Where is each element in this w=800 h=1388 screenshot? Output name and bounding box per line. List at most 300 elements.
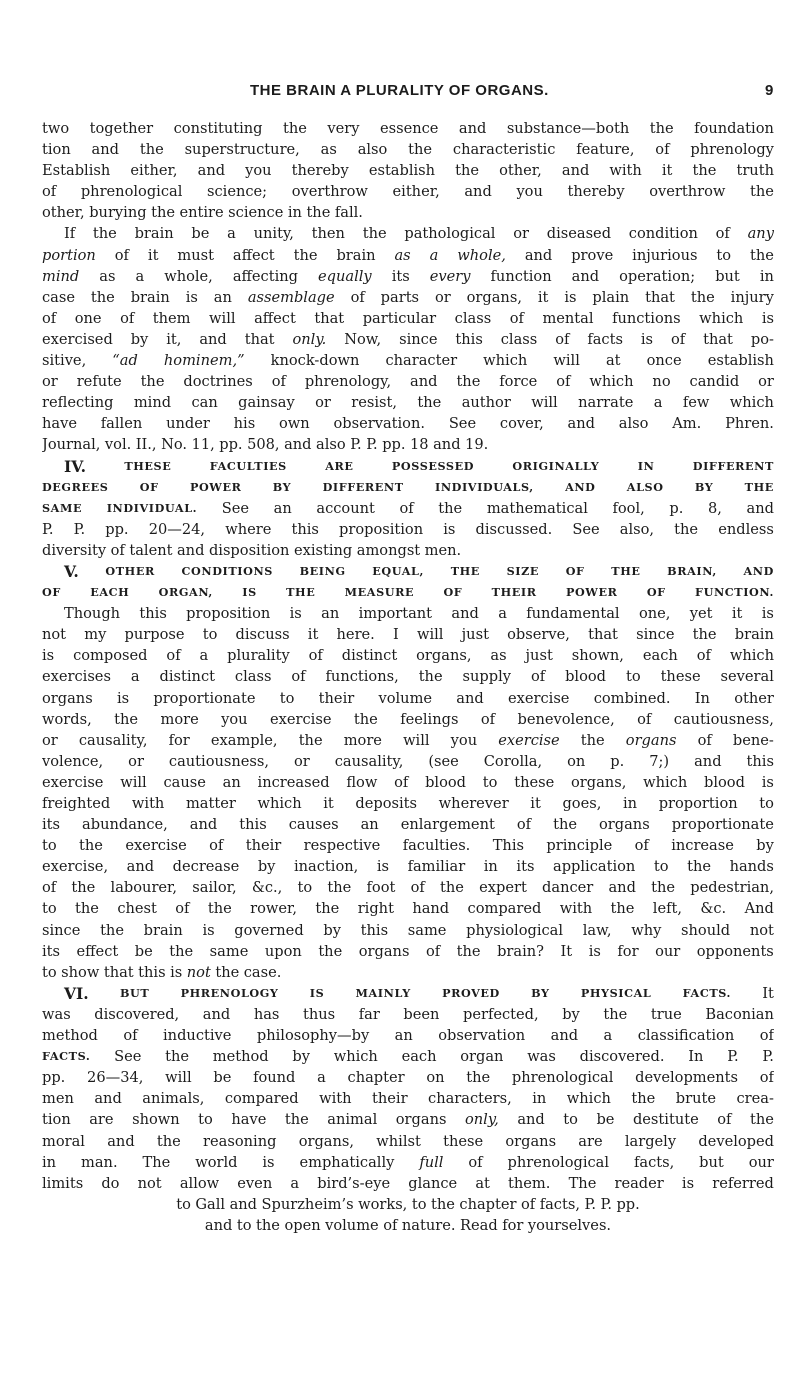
word: which — [729, 647, 774, 665]
word: this — [455, 330, 483, 348]
word: and — [571, 267, 600, 285]
word: to — [279, 689, 295, 707]
word: particular — [362, 309, 437, 327]
text-line — [42, 477, 774, 498]
word: POSSESSED — [391, 458, 475, 473]
word: application — [553, 858, 636, 876]
word: See — [448, 415, 477, 433]
word: same — [407, 921, 447, 939]
word: the — [90, 288, 115, 306]
word: mind — [42, 267, 80, 285]
word: will — [416, 626, 444, 644]
word: the — [687, 858, 711, 876]
word: and — [189, 816, 218, 834]
word: the — [456, 942, 481, 960]
word: the — [417, 394, 442, 412]
word: the — [408, 141, 433, 159]
word: case. — [243, 963, 282, 981]
word: of — [530, 668, 546, 686]
word: the — [440, 879, 464, 897]
word: right — [357, 900, 394, 918]
word: Corolla, — [483, 752, 543, 770]
word: the — [293, 246, 318, 264]
word: other, — [42, 204, 85, 222]
word: organs, — [298, 1132, 355, 1150]
word: equally — [318, 267, 372, 285]
word: an — [222, 773, 241, 791]
word: which — [566, 1090, 611, 1108]
word: two — [42, 120, 70, 137]
word: destitute — [632, 1111, 699, 1129]
text-line — [42, 645, 774, 666]
word: also — [618, 415, 649, 433]
word: the — [580, 731, 605, 749]
word: in — [42, 1153, 57, 1171]
word: truth — [736, 162, 774, 180]
word: is — [761, 773, 774, 791]
word: glance — [408, 1174, 458, 1192]
word: assemblage — [247, 288, 335, 306]
word: the — [750, 246, 774, 264]
word: the — [256, 1216, 280, 1234]
word: 26—34, — [87, 1069, 144, 1087]
word: science; — [207, 183, 268, 201]
text-line — [42, 266, 774, 287]
word: ORIGINALLY — [512, 458, 600, 473]
text-line — [42, 835, 774, 856]
text-line — [42, 245, 774, 266]
word: is — [681, 1174, 695, 1192]
word: is — [185, 288, 198, 306]
word: open — [284, 1216, 321, 1234]
word: and — [107, 1132, 135, 1150]
word: also — [357, 141, 388, 159]
word: shown, — [571, 647, 624, 665]
word: THE — [611, 563, 641, 578]
word: facts, — [633, 1153, 675, 1171]
word: and — [694, 752, 722, 770]
word: exercised — [42, 330, 113, 348]
word: a — [290, 1174, 300, 1192]
word: our — [655, 942, 681, 960]
word: left, — [652, 900, 683, 918]
word: abundance, — [82, 816, 168, 834]
word: do — [101, 1174, 120, 1192]
word: the — [353, 710, 378, 728]
word: BRAIN, — [667, 563, 717, 578]
text-line — [42, 1173, 774, 1194]
word: the — [100, 921, 124, 939]
word: inaction, — [293, 858, 359, 876]
word: brute — [675, 1090, 716, 1108]
word: the — [750, 183, 774, 201]
word: limits — [42, 1174, 84, 1192]
text-line — [42, 434, 774, 455]
word: hominem,” — [163, 352, 245, 370]
word: or — [128, 752, 144, 770]
word: same — [209, 942, 249, 960]
word: sailor, — [192, 879, 237, 897]
word: In — [694, 689, 710, 707]
word: class — [234, 668, 272, 686]
word: have — [42, 415, 77, 433]
word: combined. — [593, 689, 671, 707]
word: every — [429, 267, 471, 285]
word: each — [642, 647, 678, 665]
text-line — [42, 1067, 774, 1088]
word: volence, — [42, 752, 104, 770]
word: an — [273, 499, 292, 517]
word: more — [160, 710, 199, 728]
text-line — [42, 118, 774, 139]
word: the — [553, 816, 577, 834]
word: of — [516, 816, 532, 834]
word: or — [513, 225, 529, 243]
word: Gall — [195, 1195, 226, 1213]
word: of — [697, 731, 712, 749]
word: the — [284, 1111, 309, 1129]
word: brain? — [497, 942, 545, 960]
word: decrease — [172, 858, 240, 876]
word: account — [316, 499, 375, 517]
word: one — [74, 309, 102, 327]
word: prove — [571, 246, 614, 264]
word: It — [560, 942, 573, 960]
word: THE — [450, 563, 480, 578]
word: other, — [499, 162, 542, 180]
word: also, — [619, 520, 655, 538]
word: other — [734, 689, 774, 707]
word: (see — [428, 752, 459, 770]
word: only. — [292, 330, 327, 348]
word: IV. — [64, 456, 86, 476]
word: MEASURE — [344, 585, 415, 600]
word: blood — [565, 668, 607, 686]
word: yet — [689, 605, 713, 623]
word: of — [350, 288, 365, 306]
word: was — [42, 1005, 71, 1023]
word: will — [165, 1069, 192, 1087]
word: familiar — [407, 858, 466, 876]
word: unity, — [253, 225, 294, 243]
word: world — [195, 1153, 238, 1171]
word: also — [316, 436, 346, 454]
word: the — [692, 626, 717, 644]
word: organs — [625, 731, 677, 749]
word: its — [391, 267, 410, 285]
word: since — [636, 626, 675, 644]
word: with — [559, 900, 593, 918]
word: organs — [42, 689, 93, 707]
word: DEGREES — [42, 479, 109, 494]
word: of — [410, 879, 425, 897]
word: the — [139, 141, 164, 159]
word: to — [563, 1111, 578, 1129]
word: a — [199, 647, 209, 665]
word: an — [213, 288, 232, 306]
word: Now, — [344, 330, 382, 348]
word: reasoning — [203, 1132, 277, 1150]
word: of — [556, 373, 571, 391]
word: for — [502, 1216, 524, 1234]
word: amongst — [356, 541, 421, 559]
word: blood — [425, 773, 467, 791]
word: a — [135, 267, 145, 285]
word: is — [640, 330, 654, 348]
word: whole, — [164, 267, 213, 285]
word: goes, — [562, 795, 602, 812]
word: men — [42, 1090, 74, 1108]
text-line — [42, 1194, 774, 1215]
word: their — [372, 1090, 408, 1108]
word: whole, — [457, 246, 506, 264]
word: is — [443, 520, 456, 538]
word: refute — [76, 373, 122, 391]
word: classification — [637, 1027, 735, 1045]
word: CONDITIONS — [181, 563, 273, 578]
word: the — [455, 162, 480, 180]
word: is — [761, 309, 774, 327]
word: a — [130, 668, 140, 686]
word: the — [362, 225, 387, 243]
word: foot — [366, 879, 396, 897]
word: that — [244, 330, 275, 348]
word: either, — [392, 183, 440, 201]
word: the — [603, 1005, 628, 1023]
word: &c., — [251, 879, 283, 897]
word: discovered, — [94, 1005, 180, 1023]
word: or — [42, 373, 58, 391]
word: of — [425, 942, 441, 960]
word: it — [147, 246, 159, 264]
word: hand — [412, 900, 450, 918]
word: and — [517, 1111, 545, 1129]
word: ARE — [325, 458, 354, 473]
word: volume — [378, 689, 433, 707]
word: to — [176, 1195, 191, 1213]
word: P. — [73, 520, 86, 538]
word: in — [287, 204, 302, 222]
word: method — [212, 1048, 269, 1066]
word: faculties. — [402, 837, 471, 855]
word: the — [631, 1090, 656, 1108]
word: gainsay — [238, 394, 295, 412]
word: which — [643, 773, 688, 791]
word: of — [634, 837, 649, 855]
word: and — [410, 373, 438, 391]
word: moral — [42, 1132, 85, 1150]
word: a — [317, 1069, 326, 1087]
text-line — [42, 941, 774, 962]
word: by — [257, 858, 276, 876]
word: that — [314, 309, 345, 327]
word: exercise — [42, 773, 104, 791]
word: pathological — [404, 225, 496, 243]
word: once — [646, 352, 682, 370]
word: several — [720, 668, 774, 686]
word: words, — [42, 710, 92, 728]
word: blood — [704, 773, 745, 791]
word: disposition — [208, 541, 290, 559]
word: P. — [584, 1195, 596, 1213]
word: be — [134, 942, 153, 960]
word: but — [715, 267, 740, 285]
word: mind — [133, 394, 172, 412]
word: to — [759, 795, 774, 812]
word: IS — [309, 985, 325, 1000]
word: of — [291, 668, 306, 686]
word: have — [231, 1111, 267, 1129]
word: the — [315, 900, 340, 918]
word: observation — [438, 1027, 526, 1045]
word: See — [221, 499, 250, 517]
word: See — [572, 520, 600, 538]
word: to — [625, 668, 641, 686]
word: and — [451, 605, 479, 623]
word: the — [151, 204, 175, 222]
word: in — [483, 858, 498, 876]
word: is — [761, 605, 774, 623]
word: of — [520, 1195, 536, 1213]
word: full — [419, 1153, 444, 1171]
word: the — [306, 204, 331, 222]
word: OF — [139, 479, 159, 494]
text-line — [42, 308, 774, 329]
word: causality, — [78, 731, 148, 749]
word: and — [746, 499, 774, 517]
word: observe, — [507, 626, 570, 644]
word: bene- — [732, 731, 774, 749]
text-line — [42, 582, 774, 603]
word: p. — [669, 499, 684, 517]
word: parts — [380, 288, 420, 306]
word: the — [674, 520, 699, 538]
word: or — [42, 731, 58, 749]
word: or — [434, 288, 451, 306]
word: And — [744, 900, 774, 918]
word: opponents — [696, 942, 774, 960]
word: AND — [565, 479, 596, 494]
word: Read — [460, 1216, 498, 1234]
word: doctrines — [183, 373, 253, 391]
word: will — [553, 352, 580, 370]
word: is — [170, 963, 183, 981]
word: is — [588, 942, 601, 960]
word: P. — [727, 1048, 739, 1066]
word: found — [253, 1069, 296, 1087]
word: class — [500, 330, 538, 348]
text-line — [42, 139, 774, 160]
word: OF — [646, 585, 666, 600]
text-line — [42, 392, 774, 413]
word: No. — [161, 436, 188, 454]
word: phrenology — [690, 141, 774, 159]
word: to — [236, 1216, 252, 1234]
word: injury — [730, 288, 774, 306]
word: organs, — [416, 647, 472, 665]
word: If — [64, 225, 76, 243]
word: causality, — [334, 752, 404, 770]
word: for — [168, 731, 190, 749]
word: and — [126, 858, 155, 876]
word: IN — [637, 458, 655, 473]
word: p. — [610, 752, 625, 770]
word: few — [682, 394, 710, 412]
word: discovered. — [579, 1048, 665, 1066]
word: establish — [707, 352, 774, 370]
word: affecting — [232, 267, 298, 285]
word: inductive — [163, 1027, 232, 1045]
word: brain — [130, 288, 170, 306]
word: as — [490, 647, 507, 665]
word: foundation — [694, 120, 774, 137]
word: perfected, — [462, 1005, 539, 1023]
word: to — [42, 837, 57, 855]
word: which — [483, 352, 528, 370]
word: FACTS. — [682, 985, 732, 1000]
word: philosophy—by — [256, 1027, 370, 1045]
word: at — [475, 1174, 490, 1192]
word: character — [385, 352, 458, 370]
word: of — [759, 1069, 774, 1087]
word: 18 — [410, 436, 429, 454]
word: and — [204, 1216, 233, 1234]
text-line — [42, 962, 774, 983]
word: observation. — [333, 415, 426, 433]
word: the — [327, 879, 352, 897]
word: is — [564, 288, 577, 306]
word: benevolence, — [517, 710, 615, 728]
word: distinct — [341, 647, 398, 665]
text-line — [42, 877, 774, 898]
word: and — [608, 879, 636, 897]
word: function — [490, 267, 552, 285]
word: to — [653, 858, 669, 876]
word: and — [561, 162, 590, 180]
running-header — [0, 82, 800, 106]
word: force — [499, 373, 538, 391]
text-line — [42, 350, 774, 371]
text-line — [42, 814, 774, 835]
word: reader — [614, 1174, 664, 1192]
word: to — [411, 1195, 427, 1213]
word: feature, — [576, 141, 635, 159]
word: this — [291, 520, 319, 538]
word: the — [466, 1069, 491, 1087]
word: pp. — [219, 436, 243, 454]
word: law, — [582, 921, 612, 939]
word: overthrow — [649, 183, 726, 201]
word: of — [42, 309, 57, 327]
word: chest — [117, 900, 157, 918]
word: of — [166, 647, 181, 665]
word: SAME — [42, 500, 83, 515]
word: developed — [698, 1132, 774, 1150]
word: by — [323, 921, 341, 939]
word: which — [729, 394, 774, 412]
word: and — [567, 415, 595, 433]
word: exercises — [42, 668, 111, 686]
word: pp. — [616, 1195, 640, 1213]
word: any — [747, 225, 774, 243]
word: plain — [592, 288, 630, 306]
word: to — [297, 879, 313, 897]
word: since — [399, 330, 438, 348]
text-line — [42, 983, 774, 1004]
word: them — [152, 309, 191, 327]
text-line — [42, 772, 774, 793]
word: cautiousness, — [673, 710, 774, 728]
